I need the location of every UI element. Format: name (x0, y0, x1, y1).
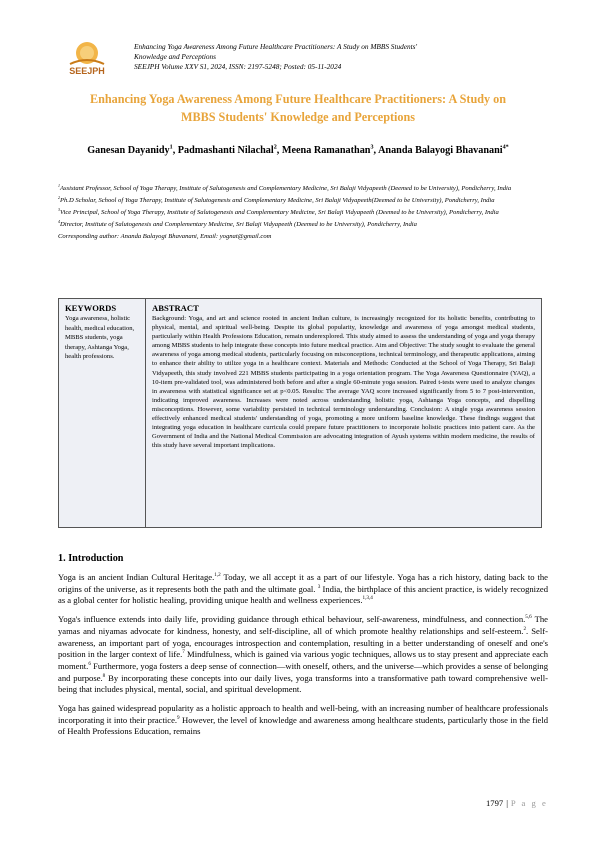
citation-mark: 2 (523, 625, 527, 632)
citation-mark: 5,6 (525, 614, 532, 621)
introduction-body (58, 572, 548, 745)
citation-mark: 3 (317, 583, 321, 590)
paragraph (58, 703, 548, 738)
affiliation-text: Assistant Professor, School of Yoga Therapy, Institute of Salutogenesis and Complementary Medicine, Sri Balaji Vidyapeeth (Deemed to be University), Pondicherry, India (59, 185, 512, 192)
keywords-abstract-box (58, 298, 542, 528)
text-run: Yoga has gained widespread popularity as a holistic approach to health and well-being, with an increasing number of healthcare professionals incorporating it into their practice. (58, 703, 548, 725)
affiliation (58, 220, 548, 230)
author-separator: , (373, 145, 379, 156)
affiliation-text: Ph.D Scholar, School of Yoga Therapy, Institute of Salutogenesis and Complementary Medicine, Sri Balaji Vidyapeeth(Deemed to be University), Pondicherry, India (59, 197, 495, 204)
section-heading-introduction: 1. Introduction (58, 553, 124, 564)
citation-mark: 6 (88, 661, 91, 668)
keywords-heading: KEYWORDS (65, 303, 117, 313)
author-affiliation-mark: 4* (502, 144, 509, 151)
text-run: . Self-awareness, an important part of yoga, encourages introspection and contemplation, resulting in a better understanding of oneself and one's position in the larger context of life. (58, 625, 548, 660)
header-line-1: Enhancing Yoga Awareness Among Future Healthcare Practitioners: A Study on MBBS Students' (134, 42, 418, 51)
logo-text: SEEJPH (69, 66, 105, 76)
abstract-text: Background: Yoga, and art and science rooted in ancient Indian culture, is increasingly recognized for its holistic benefits, contributing to physical, mental, and spiritual well-being. Despite its global popularity, knowledge and awareness of yoga amongst medical students, particularly within Health Professions Education, remain underexplored. This study aimed to assess the understanding of yoga and yoga therapy among MBBS students to help integrate these concepts into future medical practice. Aim and Objective: The study sought to evaluate the general awareness of yoga among medical students, particularly focusing on misconceptions, technical terminology, and therapeutic applications, aiming to enhance their ability to utilize yoga in a healthcare context. Materials and Methods: Conducted at the School of Yoga Therapy, Sri Balaji Vidyapeeth, this study involved 221 MBBS students participating in a yoga orientation program. The Yoga Awareness Questionnaire (YAQ), a 10-item pre-validated tool, was administered both before and after a single 60-minute yoga session. Paired t-tests were used to analyze changes in awareness with statistical significance set at p<0.05. Results: The average YAQ score increased significantly from 5 to 7 post-intervention, indicating improved awareness. Increases were noted across understanding holistic yoga, Ashtanga Yoga concepts, and dispelling misconceptions. However, some variability persisted in technical terminology understanding. Conclusion: A single yoga awareness session effectively enhanced medical students' understanding of yoga, promoting a more uniform baseline knowledge. These findings suggest that integrating yoga education in healthcare curricula could prepare future practitioners to incorporate holistic practices into patient care. As the Government of India and the National Medical Commission are advocating integration of Ayush systems within modern medicine, the results of this study have several important implications. (152, 315, 535, 450)
author-list (60, 143, 536, 159)
affiliation-text: Vice Principal, School of Yoga Therapy, Institute of Salutogenesis and Complementary Medicine, Sri Balaji Vidyapeeth (Deemed to be University), Pondicherry, India (59, 209, 499, 216)
abstract-heading: ABSTRACT (152, 303, 199, 313)
text-run: Today, we all accept it as a part of our lifestyle. Yoga has a rich history, dating back to the origins of the universe, as it represents both the path and the ultimate goal. (58, 572, 549, 594)
affiliation-mark: 4 (58, 218, 60, 224)
header-text (134, 42, 574, 72)
author-affiliation-mark: 1 (169, 144, 173, 151)
affiliation (58, 208, 548, 218)
citation-mark: 1,3,4 (362, 595, 373, 602)
author-name: Meena Ramanathan (281, 145, 371, 156)
citation-mark: 9 (177, 714, 180, 721)
abstract-panel (146, 299, 541, 527)
paragraph (58, 614, 548, 696)
affiliation-text: Director, Institute of Salutogenesis and Complementary Medicine, Sri Balaji Vidyapeeth (Deemed to be University), Pondicherry, India (59, 221, 417, 228)
citation-mark: 8 (102, 672, 106, 679)
title-line-1: Enhancing Yoga Awareness Among Future Healthcare Practitioners: A Study on (89, 92, 507, 106)
page-number: 1797 (486, 798, 504, 808)
text-run: Yoga is an ancient Indian Cultural Heritage. (58, 572, 215, 582)
corresponding-author: Corresponding author: Ananda Balayogi Bhavanani, Email: yognat@gmail.com (58, 233, 272, 240)
affiliation-mark: 3 (58, 206, 60, 212)
journal-logo (58, 38, 116, 78)
keywords-panel (59, 299, 146, 527)
text-run: However, the level of knowledge and awareness among healthcare students, particularly those in the field of Health Professions Education, remains (58, 714, 549, 737)
author-name: Ananda Balayogi Bhavanani (378, 145, 503, 156)
header-line-3: SEEJPH Volume XXV S1, 2024, ISSN: 2197-5248; Posted: 05-11-2024 (134, 62, 342, 71)
title-line-2: MBBS Students' Knowledge and Perceptions (180, 110, 416, 124)
affiliation-mark: 1 (58, 182, 60, 188)
author-name: Ganesan Dayanidy (87, 145, 170, 156)
page-footer (486, 798, 548, 808)
paragraph (58, 572, 548, 607)
journal-header (58, 36, 558, 82)
author-affiliation-mark: 2 (273, 144, 277, 151)
author-separator: , (172, 145, 178, 156)
author-affiliation-mark: 3 (370, 144, 374, 151)
citation-mark: 7 (182, 649, 185, 656)
author-separator: , (276, 145, 282, 156)
affiliation (58, 196, 548, 206)
author-name: Padmashanti Nilachal (177, 145, 274, 156)
page-label: P a g e (510, 798, 548, 808)
affiliation-mark: 2 (58, 194, 60, 200)
affiliations (58, 184, 548, 244)
affiliation (58, 184, 548, 194)
text-run: Yoga's influence extends into daily life, providing guidance through ethical behaviour, self-awareness, mindfulness, and connection. (58, 614, 526, 625)
citation-mark: 1,2 (214, 572, 221, 579)
text-run: India, the birthplace of this ancient practice, is widely recognized as a global center for holistic healing, providing unique health and wellness experiences. (58, 583, 548, 606)
footer-separator: | (506, 798, 508, 808)
keywords-text: Yoga awareness, holistic health, medical education, MBBS students, yoga therapy, Ashtanga Yoga, health professions. (65, 315, 135, 361)
text-run: Furthermore, yoga fosters a deep sense of connection—with oneself, others, and the universe—which provides a sense of belonging and purpose. (58, 660, 548, 683)
text-run: Mindfulness, which is gained via various yogic techniques, allows us to stay present and appreciate each moment. (58, 649, 549, 671)
paper-title (40, 90, 556, 126)
header-line-2: Knowledge and Perceptions (134, 52, 217, 61)
text-run: The yamas and niyamas advocate for kindness, honesty, and self-discipline, all of which promote healthy relationships and self-esteem. (58, 614, 548, 636)
text-run: By incorporating these concepts into our daily lives, yoga transforms into a transformative path toward comprehensive well-being that includes physical, mental, social, and spiritual development. (58, 672, 548, 695)
